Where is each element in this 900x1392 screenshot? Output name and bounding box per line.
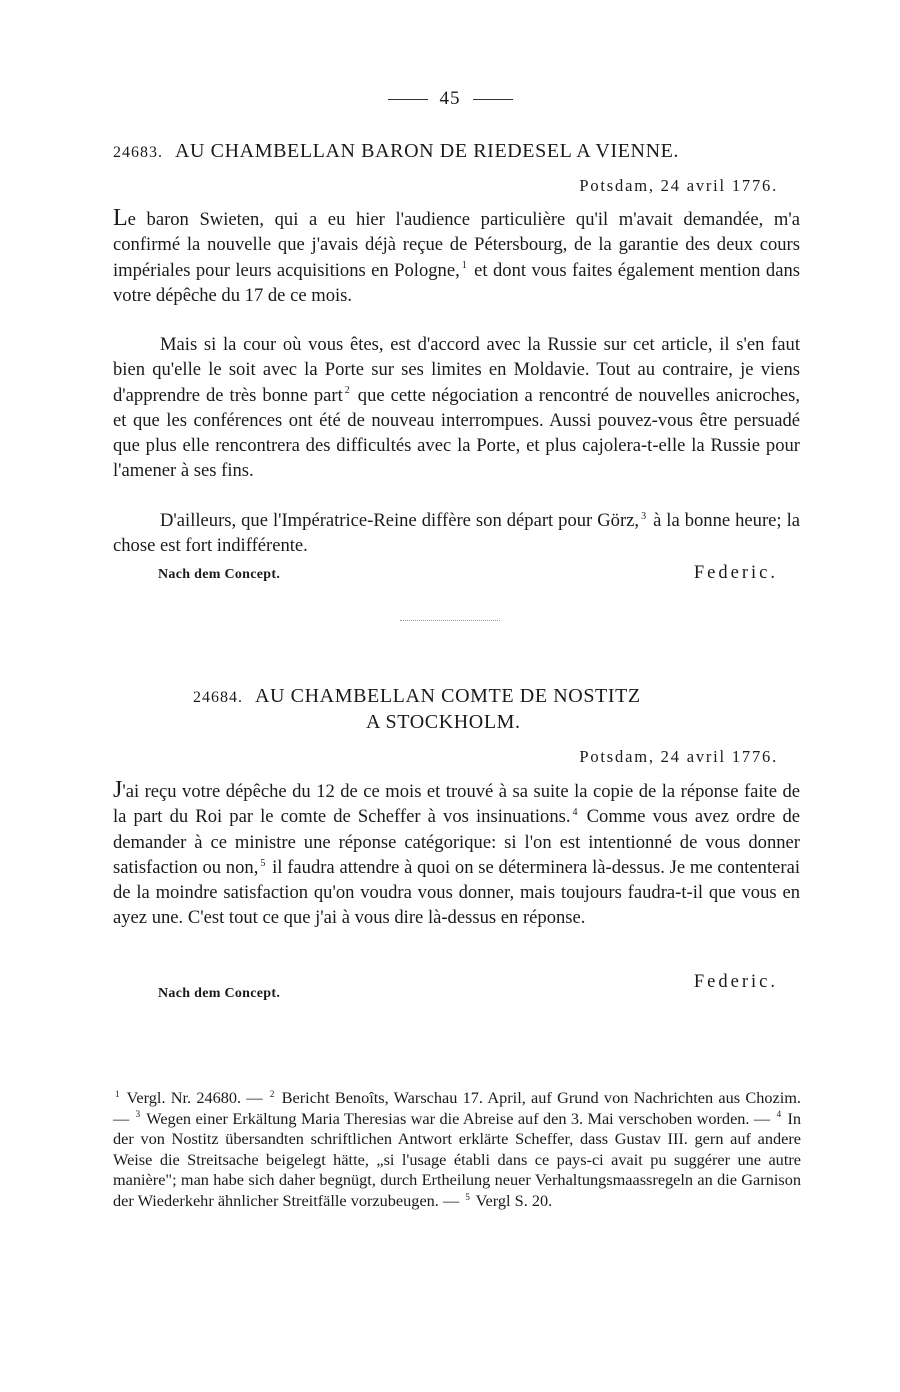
dropcap: L: [113, 205, 128, 231]
footnote-marker: 5: [260, 857, 266, 869]
text-segment: Comme vous avez ordre de demander à ce ministre une réponse catégorique: si l'on est intentionné de vous donner satisfaction ou non,: [113, 806, 800, 878]
letter-1-number: 24683.: [113, 144, 163, 161]
text-segment: que cette négociation a rencontré de nouvelles anicroches, et que les conférences ont été de nouveau interrompues. Aussi pouvez-vous être persuadé que plus elle rencontrera des difficultés avec la Porte, et plus cajolera-t-elle la Russie pour l'amener à ses fins.: [113, 384, 800, 482]
footnote-text: Bericht Benoîts, Warschau 17. April, auf Grund von Nachrichten aus Chozim. —: [113, 1088, 801, 1128]
letter-1-paragraph-3: [113, 508, 800, 559]
letter-2-paragraph-1: [113, 778, 800, 931]
text-segment: Mais si la cour où vous êtes, est d'accord avec la Russie sur cet article, il s'en faut bien qu'elle le soit avec la Porte sur ses limites en Moldavie. Tout au contraire, je viens d'apprendre de très bonne part: [113, 334, 800, 406]
footnote-marker: 1: [461, 260, 467, 272]
text-segment: e baron Swieten, qui a eu hier l'audience particulière qu'il m'avait demandée, m'a confirmé la nouvelle que j'avais déjà reçue de Pétersbourg, de la garantie des deux cours impériales pour leurs acquisitions en Pologne,: [113, 209, 800, 281]
footnote-text: In der von Nostitz übersandten schriftlichen Antwort erklärte Scheffer, dass Gustav III. gern auf andere Weise die Streitsache beigelegt hätte, „si l'usage établi dans ce pays-ci avait pu suggérer une autre manière"; man habe sich daher begnügt, durch Ertheilung neuer Verhaltungsmaassregeln an die Garnison der Wiederkehr ähnlicher Streitfälle vorzubeugen. —: [113, 1108, 802, 1210]
footnote-text: Wegen einer Erkältung Maria Theresias war die Abreise auf den 3. Mai verschoben worden. —: [146, 1108, 771, 1128]
footnote-marker: 3: [135, 1109, 141, 1120]
text-segment: D'ailleurs, que l'Impératrice-Reine diffère son départ pour Görz,: [160, 510, 640, 531]
page-number-dash-left: [388, 99, 428, 100]
letter-1-dateline: Potsdam, 24 avril 1776.: [579, 176, 778, 195]
footnote-marker: 1: [115, 1088, 120, 1099]
letter-2-source: Nach dem Concept.: [158, 986, 281, 1001]
letter-1-heading: [113, 140, 679, 163]
page-number-dash-right: [473, 99, 513, 100]
letter-2-heading-line-2: A STOCKHOLM.: [366, 711, 521, 733]
footnote-marker: 4: [776, 1109, 782, 1120]
letter-1-signature: Federic.: [693, 563, 778, 583]
letter-2-heading: [193, 685, 641, 708]
page-number: 45: [439, 88, 461, 109]
footnote-marker: 4: [572, 807, 578, 819]
letter-1-paragraph-1: [113, 206, 800, 308]
footnote-marker: 2: [269, 1088, 275, 1099]
letter-2-dateline: Potsdam, 24 avril 1776.: [579, 747, 778, 766]
text-segment: et dont vous faites également mention dans votre dépêche du 17 de ce mois.: [113, 259, 800, 306]
dropcap: J: [113, 777, 123, 803]
section-separator: [400, 620, 500, 621]
letter-1-source: Nach dem Concept.: [158, 567, 281, 582]
footnote-text: Vergl S. 20.: [475, 1190, 553, 1210]
text-segment: il faudra attendre à quoi on se déterminera là-dessus. Je me contenterai de la moindre satisfaction qu'on voudra vous donner, mais toujours faudra-t-il que vous en ayez une. C'est tout ce que j'ai à vous dire là-dessus en réponse.: [113, 856, 800, 929]
letter-1-title: AU CHAMBELLAN BARON DE RIEDESEL A VIENNE.: [175, 140, 680, 162]
footnote-marker: 2: [344, 385, 350, 397]
letter-2-number: 24684.: [193, 689, 243, 706]
letter-1-paragraph-2: [113, 332, 800, 484]
footnote-marker: 3: [641, 510, 647, 522]
footnote-text: Vergl. Nr. 24680. —: [126, 1088, 263, 1107]
footnotes: [113, 1088, 801, 1212]
letter-2-title: AU CHAMBELLAN COMTE DE NOSTITZ: [255, 685, 641, 707]
letter-2-signature: Federic.: [693, 972, 778, 992]
footnote-marker: 5: [465, 1191, 470, 1202]
page-number-line: [0, 88, 900, 110]
text-segment: 'ai reçu votre dépêche du 12 de ce mois et trouvé à sa suite la copie de la réponse faite de la part du Roi par le comte de Scheffer à vos insinuations.: [113, 781, 800, 828]
text-segment: à la bonne heure; la chose est fort indifférente.: [113, 510, 800, 557]
